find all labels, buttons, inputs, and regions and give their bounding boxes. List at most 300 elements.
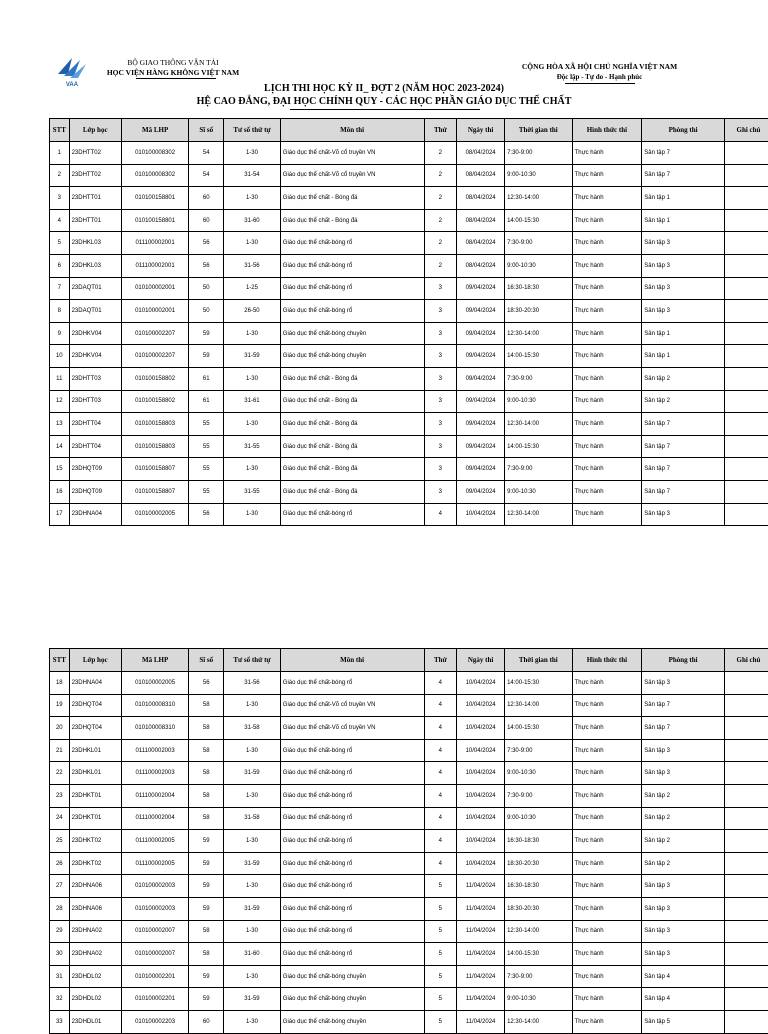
exam-room-cell: Sân tập 7 — [642, 413, 725, 436]
class-cell: 23DHDL02 — [69, 988, 121, 1011]
weekday-cell: 4 — [424, 852, 457, 875]
logo-text: VAA — [66, 82, 79, 88]
subject-cell: Giáo dục thể chất-bóng rổ — [280, 300, 424, 323]
size-cell: 61 — [189, 390, 224, 413]
class-cell: 23DHKV04 — [69, 345, 121, 368]
stt-cell: 33 — [50, 1010, 70, 1033]
weekday-cell: 5 — [424, 988, 457, 1011]
note-cell — [724, 232, 768, 255]
note-cell — [724, 875, 768, 898]
exam-form-cell: Thực hành — [572, 187, 642, 210]
exam-date-cell: 10/04/2024 — [457, 694, 505, 717]
note-cell — [724, 920, 768, 943]
table-header-row — [50, 649, 768, 672]
class-cell: 23DHTT02 — [69, 164, 121, 187]
subject-cell: Giáo dục thể chất-bóng rổ — [280, 920, 424, 943]
order-range-cell: 1-30 — [224, 503, 281, 526]
column-header: Sĩ số — [189, 649, 224, 672]
exam-form-cell: Thực hành — [572, 852, 642, 875]
subject-cell: Giáo dục thể chất-bóng rổ — [280, 875, 424, 898]
weekday-cell: 5 — [424, 920, 457, 943]
national-motto: Độc lập - Tự do - Hạnh phúc — [512, 73, 687, 81]
column-header: Tư số thứ tự — [224, 649, 281, 672]
exam-date-cell: 11/04/2024 — [457, 875, 505, 898]
exam-form-cell: Thực hành — [572, 784, 642, 807]
weekday-cell: 3 — [424, 458, 457, 481]
table-row — [50, 694, 768, 717]
exam-time-cell: 14:00-15:30 — [505, 345, 573, 368]
exam-time-cell: 9:00-10:30 — [505, 390, 573, 413]
exam-date-cell: 09/04/2024 — [457, 413, 505, 436]
exam-date-cell: 09/04/2024 — [457, 277, 505, 300]
exam-date-cell: 08/04/2024 — [457, 232, 505, 255]
exam-room-cell: Sân tập 3 — [642, 232, 725, 255]
exam-date-cell: 09/04/2024 — [457, 480, 505, 503]
column-header: Môn thi — [280, 119, 424, 142]
exam-form-cell: Thực hành — [572, 672, 642, 695]
exam-form-cell: Thực hành — [572, 830, 642, 853]
class-code-cell: 010100002201 — [121, 988, 189, 1011]
class-code-cell: 010100002207 — [121, 322, 189, 345]
exam-date-cell: 09/04/2024 — [457, 322, 505, 345]
weekday-cell: 2 — [424, 232, 457, 255]
exam-date-cell: 10/04/2024 — [457, 852, 505, 875]
exam-room-cell: Sân tập 7 — [642, 435, 725, 458]
stt-cell: 31 — [50, 965, 70, 988]
class-code-cell: 011100002005 — [121, 830, 189, 853]
exam-date-cell: 08/04/2024 — [457, 187, 505, 210]
weekday-cell: 4 — [424, 739, 457, 762]
class-cell: 23DHTT01 — [69, 187, 121, 210]
column-header: Ghi chú — [724, 649, 768, 672]
stt-cell: 23 — [50, 784, 70, 807]
column-header: Môn thi — [280, 649, 424, 672]
order-range-cell: 1-30 — [224, 830, 281, 853]
size-cell: 59 — [189, 322, 224, 345]
table-row — [50, 300, 768, 323]
exam-form-cell: Thực hành — [572, 739, 642, 762]
stt-cell: 30 — [50, 943, 70, 966]
exam-date-cell: 10/04/2024 — [457, 830, 505, 853]
exam-room-cell: Sân tập 3 — [642, 503, 725, 526]
order-range-cell: 1-30 — [224, 322, 281, 345]
class-code-cell: 011100002001 — [121, 254, 189, 277]
size-cell: 59 — [189, 897, 224, 920]
exam-form-cell: Thực hành — [572, 762, 642, 785]
weekday-cell: 4 — [424, 694, 457, 717]
weekday-cell: 5 — [424, 875, 457, 898]
class-code-cell: 010100002003 — [121, 875, 189, 898]
exam-date-cell: 09/04/2024 — [457, 345, 505, 368]
class-code-cell: 010100008302 — [121, 142, 189, 165]
exam-room-cell: Sân tập 7 — [642, 480, 725, 503]
exam-time-cell: 18:30-20:30 — [505, 300, 573, 323]
weekday-cell: 3 — [424, 300, 457, 323]
stt-cell: 28 — [50, 897, 70, 920]
exam-time-cell: 18:30-20:30 — [505, 897, 573, 920]
table-row — [50, 413, 768, 436]
exam-room-cell: Sân tập 1 — [642, 345, 725, 368]
class-code-cell: 010100008310 — [121, 694, 189, 717]
note-cell — [724, 503, 768, 526]
table-row — [50, 875, 768, 898]
class-cell: 23DHQT04 — [69, 717, 121, 740]
weekday-cell: 3 — [424, 390, 457, 413]
weekday-cell: 3 — [424, 322, 457, 345]
class-cell: 23DHQT04 — [69, 694, 121, 717]
column-header: Thời gian thi — [505, 119, 573, 142]
order-range-cell: 31-60 — [224, 209, 281, 232]
stt-cell: 2 — [50, 164, 70, 187]
exam-room-cell: Sân tập 3 — [642, 672, 725, 695]
table-row — [50, 807, 768, 830]
subject-cell: Giáo dục thể chất-bóng rổ — [280, 762, 424, 785]
table-row — [50, 390, 768, 413]
table-row — [50, 232, 768, 255]
exam-room-cell: Sân tập 7 — [642, 694, 725, 717]
exam-room-cell: Sân tập 2 — [642, 784, 725, 807]
weekday-cell: 5 — [424, 1010, 457, 1033]
size-cell: 58 — [189, 943, 224, 966]
exam-time-cell: 14:00-15:30 — [505, 672, 573, 695]
exam-time-cell: 16:30-18:30 — [505, 875, 573, 898]
table-row — [50, 739, 768, 762]
subject-cell: Giáo dục thể chất - Bóng đá — [280, 390, 424, 413]
exam-time-cell: 7:30-9:00 — [505, 739, 573, 762]
column-header: Sĩ số — [189, 119, 224, 142]
subject-cell: Giáo dục thể chất-bóng chuyền — [280, 988, 424, 1011]
column-header: Lớp học — [69, 119, 121, 142]
size-cell: 60 — [189, 209, 224, 232]
exam-time-cell: 14:00-15:30 — [505, 717, 573, 740]
weekday-cell: 5 — [424, 943, 457, 966]
stt-cell: 20 — [50, 717, 70, 740]
order-range-cell: 1-30 — [224, 1010, 281, 1033]
weekday-cell: 3 — [424, 480, 457, 503]
weekday-cell: 4 — [424, 784, 457, 807]
exam-time-cell: 12:30-14:00 — [505, 187, 573, 210]
column-header: Ngày thi — [457, 649, 505, 672]
class-code-cell: 010100002001 — [121, 300, 189, 323]
class-code-cell: 010100002005 — [121, 503, 189, 526]
exam-time-cell: 14:00-15:30 — [505, 435, 573, 458]
class-cell: 23DHNA06 — [69, 875, 121, 898]
size-cell: 55 — [189, 435, 224, 458]
exam-time-cell: 9:00-10:30 — [505, 807, 573, 830]
exam-form-cell: Thực hành — [572, 503, 642, 526]
exam-form-cell: Thực hành — [572, 435, 642, 458]
column-header: STT — [50, 649, 70, 672]
exam-time-cell: 7:30-9:00 — [505, 232, 573, 255]
stt-cell: 26 — [50, 852, 70, 875]
order-range-cell: 26-50 — [224, 300, 281, 323]
exam-date-cell: 10/04/2024 — [457, 762, 505, 785]
note-cell — [724, 254, 768, 277]
subject-cell: Giáo dục thể chất-bóng rổ — [280, 807, 424, 830]
class-cell: 23DHDL01 — [69, 1010, 121, 1033]
nation-name: CỘNG HÒA XÃ HỘI CHỦ NGHĨA VIỆT NAM — [512, 62, 687, 71]
class-code-cell: 010100002207 — [121, 345, 189, 368]
stt-cell: 12 — [50, 390, 70, 413]
order-range-cell: 31-55 — [224, 480, 281, 503]
exam-time-cell: 14:00-15:30 — [505, 943, 573, 966]
order-range-cell: 1-30 — [224, 413, 281, 436]
class-code-cell: 010100008302 — [121, 164, 189, 187]
class-cell: 23DHKV04 — [69, 322, 121, 345]
note-cell — [724, 807, 768, 830]
exam-room-cell: Sân tập 3 — [642, 875, 725, 898]
class-cell: 23DHTT01 — [69, 209, 121, 232]
weekday-cell: 3 — [424, 277, 457, 300]
note-cell — [724, 277, 768, 300]
order-range-cell: 1-30 — [224, 142, 281, 165]
class-cell: 23DHTT03 — [69, 367, 121, 390]
class-cell: 23DHKT01 — [69, 807, 121, 830]
exam-form-cell: Thực hành — [572, 367, 642, 390]
size-cell: 56 — [189, 232, 224, 255]
class-cell: 23DHDL02 — [69, 965, 121, 988]
exam-form-cell: Thực hành — [572, 322, 642, 345]
table-row — [50, 367, 768, 390]
subject-cell: Giáo dục thể chất - Bóng đá — [280, 367, 424, 390]
exam-form-cell: Thực hành — [572, 142, 642, 165]
exam-form-cell: Thực hành — [572, 300, 642, 323]
size-cell: 60 — [189, 187, 224, 210]
class-cell: 23DHTT02 — [69, 142, 121, 165]
order-range-cell: 31-58 — [224, 807, 281, 830]
stt-cell: 21 — [50, 739, 70, 762]
exam-form-cell: Thực hành — [572, 943, 642, 966]
exam-form-cell: Thực hành — [572, 277, 642, 300]
class-code-cell: 010100002007 — [121, 943, 189, 966]
exam-room-cell: Sân tập 2 — [642, 367, 725, 390]
size-cell: 58 — [189, 717, 224, 740]
exam-room-cell: Sân tập 1 — [642, 187, 725, 210]
exam-date-cell: 10/04/2024 — [457, 784, 505, 807]
order-range-cell: 31-59 — [224, 762, 281, 785]
size-cell: 56 — [189, 672, 224, 695]
subject-cell: Giáo dục thể chất - Bóng đá — [280, 435, 424, 458]
order-range-cell: 31-59 — [224, 852, 281, 875]
size-cell: 50 — [189, 277, 224, 300]
exam-form-cell: Thực hành — [572, 988, 642, 1011]
table-row — [50, 164, 768, 187]
exam-room-cell: Sân tập 4 — [642, 965, 725, 988]
subject-cell: Giáo dục thể chất - Bóng đá — [280, 480, 424, 503]
exam-time-cell: 9:00-10:30 — [505, 254, 573, 277]
table-row — [50, 784, 768, 807]
column-header: STT — [50, 119, 70, 142]
exam-date-cell: 09/04/2024 — [457, 390, 505, 413]
note-cell — [724, 965, 768, 988]
class-code-cell: 010100158802 — [121, 367, 189, 390]
size-cell: 54 — [189, 142, 224, 165]
stt-cell: 9 — [50, 322, 70, 345]
class-code-cell: 011100002003 — [121, 739, 189, 762]
exam-form-cell: Thực hành — [572, 897, 642, 920]
exam-room-cell: Sân tập 4 — [642, 988, 725, 1011]
size-cell: 59 — [189, 875, 224, 898]
weekday-cell: 3 — [424, 345, 457, 368]
stt-cell: 24 — [50, 807, 70, 830]
exam-form-cell: Thực hành — [572, 164, 642, 187]
subject-cell: Giáo dục thể chất-bóng rổ — [280, 277, 424, 300]
table-row — [50, 965, 768, 988]
order-range-cell: 31-59 — [224, 897, 281, 920]
class-cell: 23DHNA02 — [69, 943, 121, 966]
exam-date-cell: 08/04/2024 — [457, 164, 505, 187]
exam-room-cell: Sân tập 5 — [642, 1010, 725, 1033]
class-cell: 23DHKT02 — [69, 830, 121, 853]
exam-date-cell: 11/04/2024 — [457, 988, 505, 1011]
table-row — [50, 435, 768, 458]
weekday-cell: 5 — [424, 897, 457, 920]
weekday-cell: 2 — [424, 142, 457, 165]
column-header: Thứ — [424, 649, 457, 672]
exam-form-cell: Thực hành — [572, 875, 642, 898]
note-cell — [724, 435, 768, 458]
size-cell: 58 — [189, 784, 224, 807]
exam-room-cell: Sân tập 3 — [642, 300, 725, 323]
table-row — [50, 254, 768, 277]
exam-date-cell: 10/04/2024 — [457, 717, 505, 740]
subject-cell: Giáo dục thể chất - Bóng đá — [280, 458, 424, 481]
stt-cell: 3 — [50, 187, 70, 210]
stt-cell: 14 — [50, 435, 70, 458]
order-range-cell: 31-60 — [224, 943, 281, 966]
table-row — [50, 762, 768, 785]
class-code-cell: 010100158807 — [121, 480, 189, 503]
table-row — [50, 830, 768, 853]
exam-room-cell: Sân tập 3 — [642, 739, 725, 762]
class-cell: 23DHKL01 — [69, 762, 121, 785]
weekday-cell: 2 — [424, 209, 457, 232]
order-range-cell: 31-56 — [224, 254, 281, 277]
document-title: LỊCH THI HỌC KỲ II_ ĐỢT 2 (NĂM HỌC 2023-2024) — [0, 83, 768, 94]
table-row — [50, 277, 768, 300]
size-cell: 61 — [189, 367, 224, 390]
class-cell: 23DHKL01 — [69, 739, 121, 762]
stt-cell: 8 — [50, 300, 70, 323]
note-cell — [724, 413, 768, 436]
stt-cell: 5 — [50, 232, 70, 255]
note-cell — [724, 943, 768, 966]
table-row — [50, 897, 768, 920]
size-cell: 59 — [189, 988, 224, 1011]
subject-cell: Giáo dục thể chất - Bóng đá — [280, 209, 424, 232]
exam-room-cell: Sân tập 3 — [642, 897, 725, 920]
note-cell — [724, 830, 768, 853]
class-cell: 23DAQT01 — [69, 277, 121, 300]
subject-cell: Giáo dục thể chất - Bóng đá — [280, 413, 424, 436]
note-cell — [724, 672, 768, 695]
subject-cell: Giáo dục thể chất-bóng chuyền — [280, 345, 424, 368]
academy-name: HỌC VIỆN HÀNG KHÔNG VIỆT NAM — [93, 68, 253, 77]
exam-date-cell: 11/04/2024 — [457, 965, 505, 988]
class-cell: 23DAQT01 — [69, 300, 121, 323]
exam-date-cell: 08/04/2024 — [457, 142, 505, 165]
column-header: Phòng thi — [642, 649, 725, 672]
subject-cell: Giáo dục thể chất-bóng chuyền — [280, 965, 424, 988]
size-cell: 59 — [189, 830, 224, 853]
weekday-cell: 2 — [424, 254, 457, 277]
note-cell — [724, 209, 768, 232]
exam-date-cell: 08/04/2024 — [457, 254, 505, 277]
class-cell: 23DHKT02 — [69, 852, 121, 875]
table-header-row — [50, 119, 768, 142]
size-cell: 58 — [189, 807, 224, 830]
order-range-cell: 1-30 — [224, 739, 281, 762]
table-row — [50, 503, 768, 526]
note-cell — [724, 694, 768, 717]
order-range-cell: 31-56 — [224, 672, 281, 695]
stt-cell: 19 — [50, 694, 70, 717]
order-range-cell: 31-61 — [224, 390, 281, 413]
stt-cell: 25 — [50, 830, 70, 853]
exam-form-cell: Thực hành — [572, 413, 642, 436]
exam-date-cell: 09/04/2024 — [457, 300, 505, 323]
weekday-cell: 3 — [424, 367, 457, 390]
order-range-cell: 31-59 — [224, 988, 281, 1011]
stt-cell: 7 — [50, 277, 70, 300]
class-code-cell: 010100002005 — [121, 672, 189, 695]
class-code-cell: 010100002203 — [121, 1010, 189, 1033]
class-cell: 23DHQT09 — [69, 458, 121, 481]
stt-cell: 13 — [50, 413, 70, 436]
weekday-cell: 3 — [424, 435, 457, 458]
note-cell — [724, 367, 768, 390]
exam-room-cell: Sân tập 2 — [642, 390, 725, 413]
class-cell: 23DHTT04 — [69, 413, 121, 436]
subject-cell: Giáo dục thể chất-bóng rổ — [280, 897, 424, 920]
class-code-cell: 010100002003 — [121, 897, 189, 920]
class-code-cell: 010100008310 — [121, 717, 189, 740]
exam-time-cell: 7:30-9:00 — [505, 458, 573, 481]
size-cell: 58 — [189, 739, 224, 762]
note-cell — [724, 390, 768, 413]
note-cell — [724, 988, 768, 1011]
exam-time-cell: 7:30-9:00 — [505, 965, 573, 988]
exam-room-cell: Sân tập 2 — [642, 830, 725, 853]
subject-cell: Giáo dục thể chất-bóng rổ — [280, 852, 424, 875]
size-cell: 55 — [189, 458, 224, 481]
exam-form-cell: Thực hành — [572, 920, 642, 943]
stt-cell: 15 — [50, 458, 70, 481]
weekday-cell: 2 — [424, 164, 457, 187]
header-divider — [136, 78, 216, 79]
size-cell: 54 — [189, 164, 224, 187]
exam-room-cell: Sân tập 3 — [642, 254, 725, 277]
order-range-cell: 1-25 — [224, 277, 281, 300]
stt-cell: 27 — [50, 875, 70, 898]
table-row — [50, 458, 768, 481]
exam-form-cell: Thực hành — [572, 807, 642, 830]
size-cell: 59 — [189, 965, 224, 988]
ministry-name: BỘ GIAO THÔNG VẬN TẢI — [93, 58, 253, 67]
note-cell — [724, 762, 768, 785]
exam-date-cell: 09/04/2024 — [457, 458, 505, 481]
column-header: Mã LHP — [121, 119, 189, 142]
exam-form-cell: Thực hành — [572, 390, 642, 413]
size-cell: 56 — [189, 254, 224, 277]
column-header: Hình thức thi — [572, 119, 642, 142]
stt-cell: 22 — [50, 762, 70, 785]
order-range-cell: 31-54 — [224, 164, 281, 187]
subject-cell: Giáo dục thể chất-bóng rổ — [280, 672, 424, 695]
national-header — [512, 62, 687, 84]
exam-form-cell: Thực hành — [572, 232, 642, 255]
class-code-cell: 011100002003 — [121, 762, 189, 785]
